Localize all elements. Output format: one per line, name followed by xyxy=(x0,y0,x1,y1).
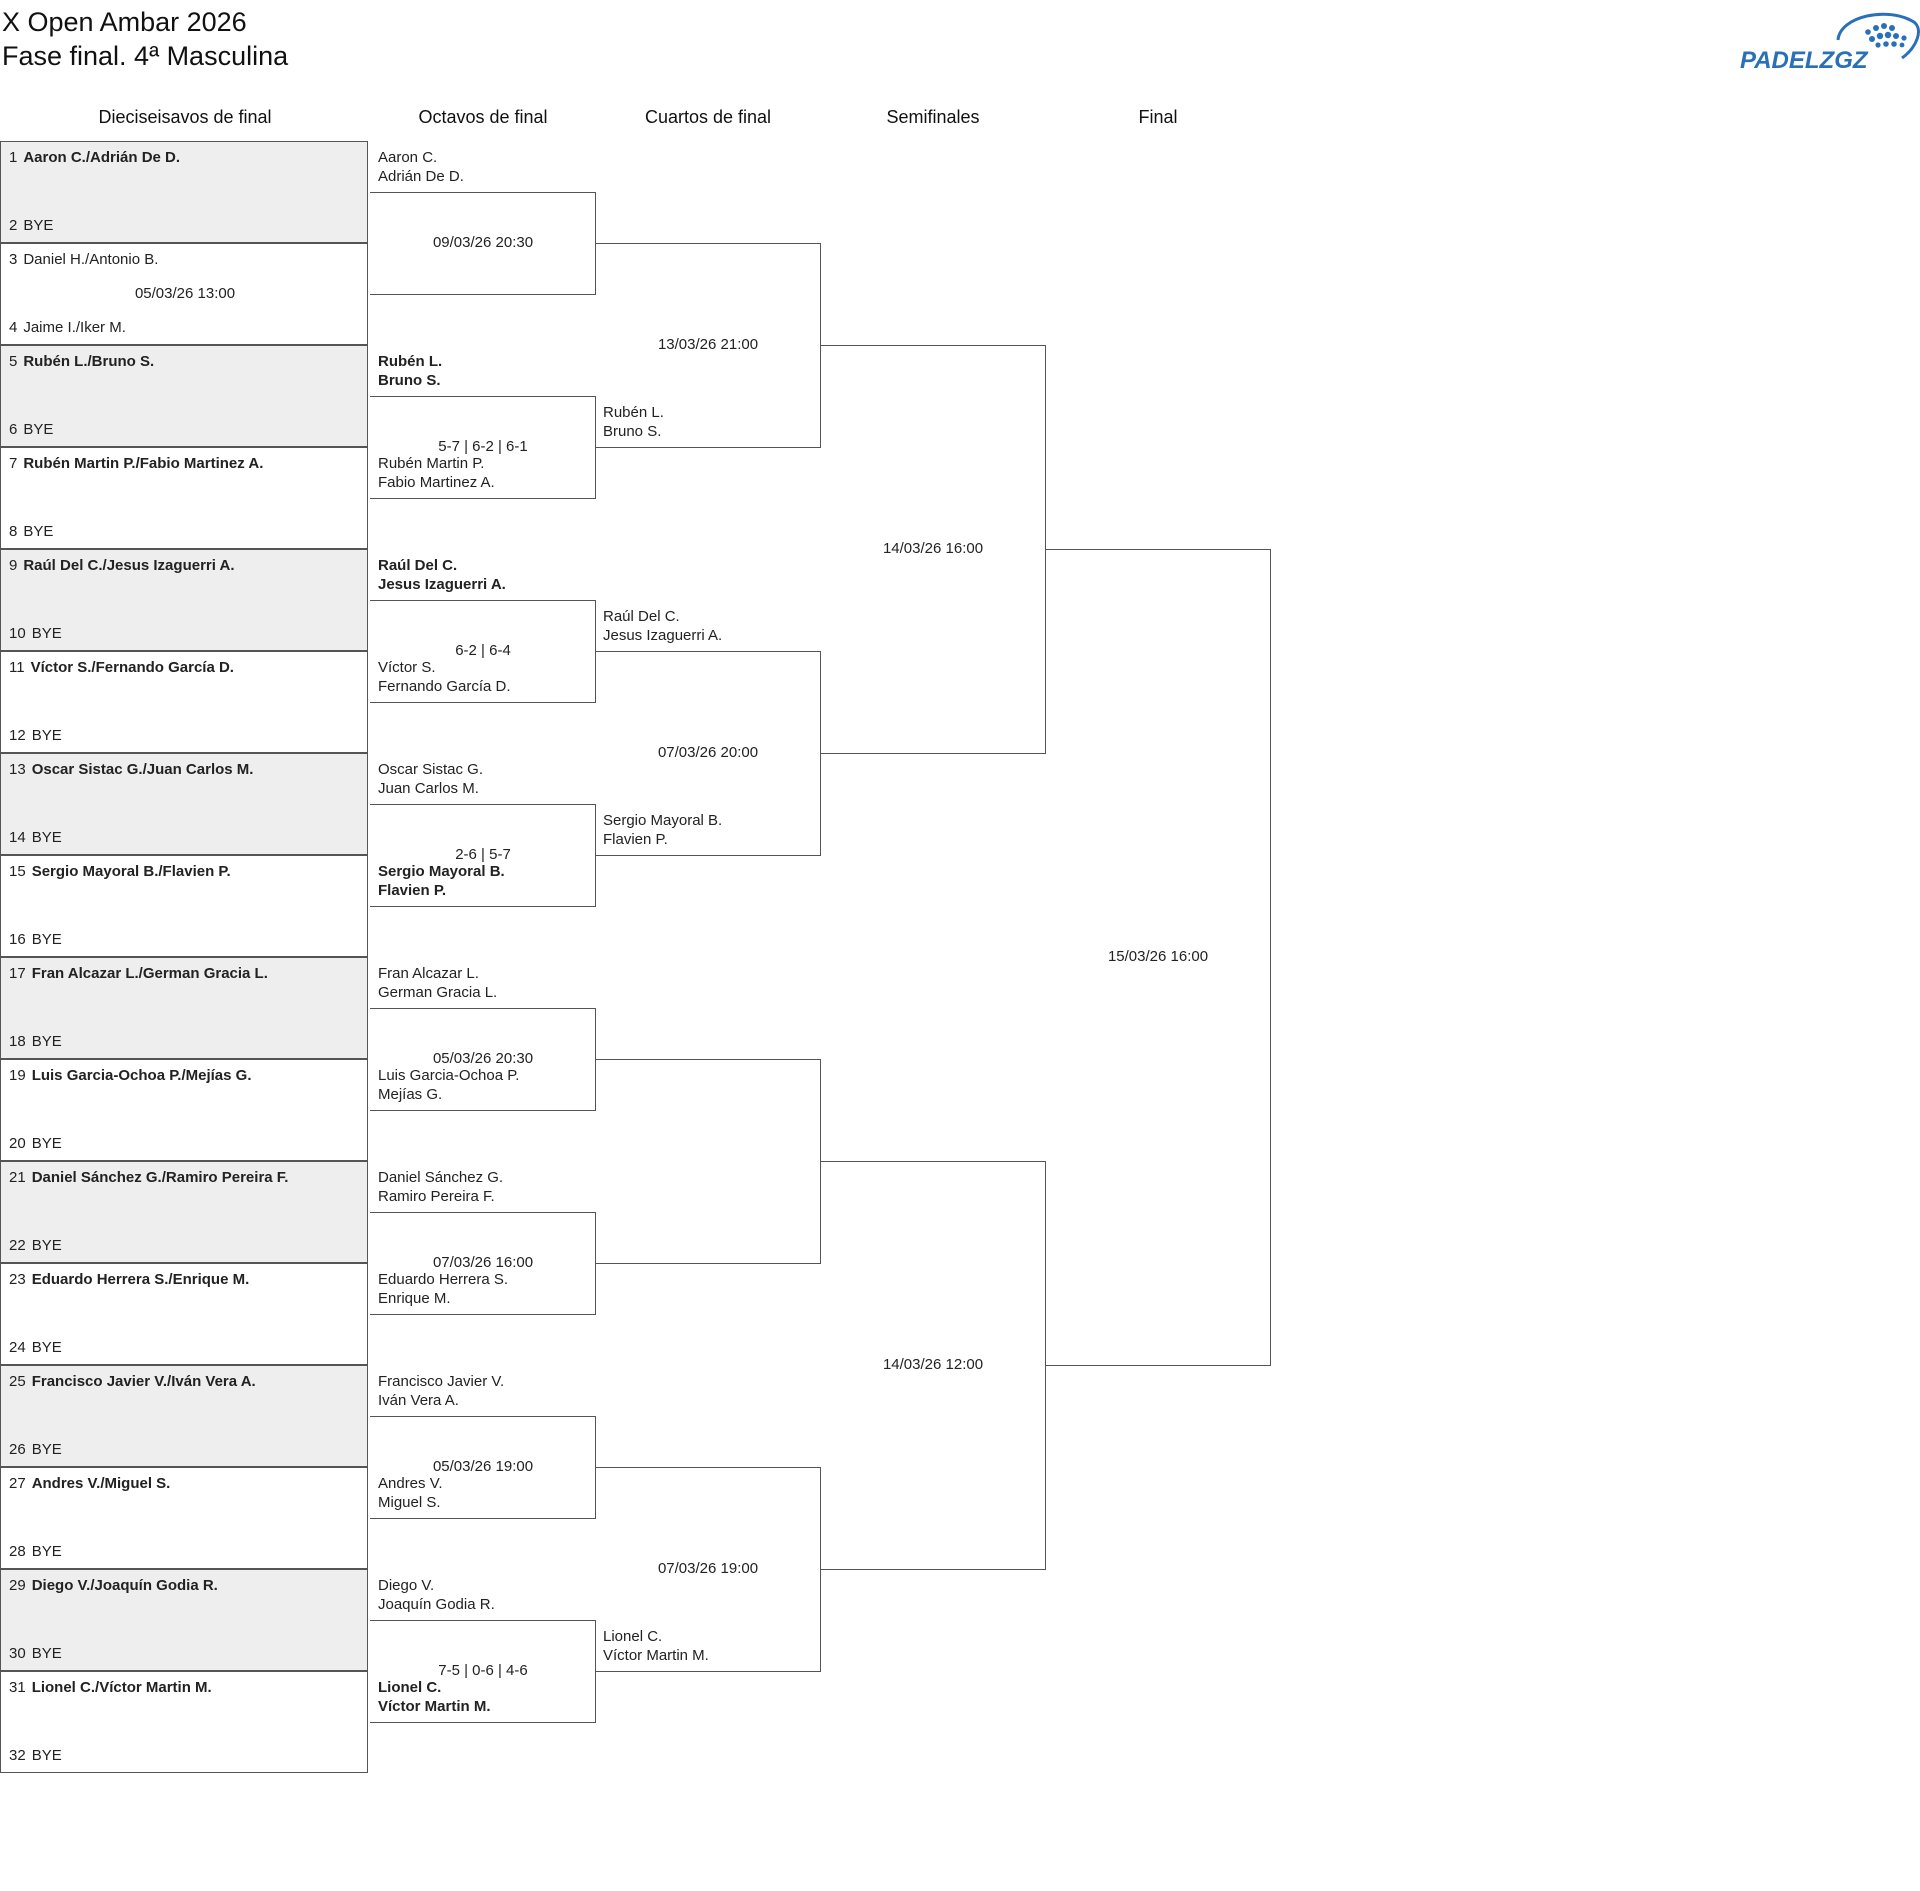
bracket-line xyxy=(820,753,1045,754)
seed-entry xyxy=(9,1033,62,1050)
seed-number: 15 xyxy=(9,863,26,880)
team-name: BYE xyxy=(31,1033,62,1050)
seed-number: 14 xyxy=(9,829,26,846)
seed-entry xyxy=(9,251,158,268)
bracket-line xyxy=(370,1620,595,1621)
page-title: X Open Ambar 2026 xyxy=(2,7,247,37)
match-info: 14/03/26 16:00 xyxy=(882,540,984,557)
team-entry xyxy=(378,1474,443,1512)
first-round-match xyxy=(0,957,368,1059)
seed-number: 31 xyxy=(9,1679,26,1696)
player-name: Bruno S. xyxy=(603,423,662,440)
seed-entry xyxy=(9,1169,288,1186)
seed-entry xyxy=(9,353,154,370)
seed-number: 21 xyxy=(9,1169,26,1186)
team-name: BYE xyxy=(31,931,62,948)
team-name: Raúl Del C./Jesus Izaguerri A. xyxy=(23,557,235,574)
first-round-match xyxy=(0,1161,368,1263)
team-entry xyxy=(378,1168,503,1206)
team-entry xyxy=(603,403,664,441)
team-name: Víctor S./Fernando García D. xyxy=(30,659,234,676)
player-name: Víctor Martin M. xyxy=(603,1647,709,1664)
bracket-line xyxy=(370,1110,595,1111)
team-name: BYE xyxy=(23,217,54,234)
team-entry xyxy=(603,811,722,849)
round-header: Cuartos de final xyxy=(644,107,772,127)
player-name: Luis Garcia-Ochoa P. xyxy=(378,1067,520,1084)
bracket-line xyxy=(1045,549,1270,550)
first-round-match xyxy=(0,1467,368,1569)
first-round-match xyxy=(0,855,368,957)
seed-number: 24 xyxy=(9,1339,26,1356)
bracket-line xyxy=(370,1722,595,1723)
team-entry xyxy=(378,454,495,492)
seed-entry xyxy=(9,1237,62,1254)
player-name: Ramiro Pereira F. xyxy=(378,1188,495,1205)
seed-entry xyxy=(9,761,253,778)
team-entry xyxy=(378,556,506,594)
seed-entry xyxy=(9,625,62,642)
seed-number: 17 xyxy=(9,965,26,982)
first-round-match xyxy=(0,1671,368,1773)
team-name: Rubén Martin P./Fabio Martinez A. xyxy=(23,455,264,472)
seed-entry xyxy=(9,1441,62,1458)
seed-entry xyxy=(9,829,62,846)
seed-entry xyxy=(9,217,53,234)
player-name: Andres V. xyxy=(378,1475,443,1492)
seed-number: 26 xyxy=(9,1441,26,1458)
first-round-match xyxy=(0,651,368,753)
team-name: Daniel H./Antonio B. xyxy=(23,251,159,268)
seed-entry xyxy=(9,1543,62,1560)
bracket-line xyxy=(595,1263,820,1264)
first-round-match xyxy=(0,1569,368,1671)
bracket-line xyxy=(595,855,820,856)
team-name: Luis Garcia-Ochoa P./Mejías G. xyxy=(31,1067,252,1084)
player-name: Juan Carlos M. xyxy=(378,780,479,797)
seed-number: 20 xyxy=(9,1135,26,1152)
bracket-line xyxy=(595,1059,820,1060)
padelzgz-logo xyxy=(1738,8,1920,76)
match-info: 09/03/26 20:30 xyxy=(432,234,534,251)
team-entry xyxy=(378,1678,491,1716)
seed-entry xyxy=(9,659,234,676)
bracket-line xyxy=(370,1008,595,1009)
bracket-line xyxy=(370,1314,595,1315)
team-name: BYE xyxy=(23,421,54,438)
bracket-line xyxy=(1045,1365,1270,1366)
seed-entry xyxy=(9,931,62,948)
match-info: 07/03/26 19:00 xyxy=(657,1560,759,1577)
player-name: Fernando García D. xyxy=(378,678,511,695)
team-entry xyxy=(378,352,442,390)
team-name: BYE xyxy=(31,1135,62,1152)
seed-entry xyxy=(9,523,53,540)
first-round-match xyxy=(0,447,368,549)
match-date: 05/03/26 13:00 xyxy=(134,285,236,302)
team-name: Aaron C./Adrián De D. xyxy=(23,149,181,166)
player-name: Rubén L. xyxy=(603,404,664,421)
seed-number: 2 xyxy=(9,217,18,234)
bracket-line xyxy=(370,396,595,397)
seed-number: 16 xyxy=(9,931,26,948)
player-name: Diego V. xyxy=(378,1577,435,1594)
seed-number: 13 xyxy=(9,761,26,778)
first-round-match xyxy=(0,1263,368,1365)
match-info: 14/03/26 12:00 xyxy=(882,1356,984,1373)
team-name: BYE xyxy=(31,1645,62,1662)
team-name: BYE xyxy=(23,523,54,540)
player-name: Aaron C. xyxy=(378,149,438,166)
match-info: 05/03/26 20:30 xyxy=(432,1050,534,1067)
team-name: Francisco Javier V./Iván Vera A. xyxy=(31,1373,256,1390)
player-name: Fabio Martinez A. xyxy=(378,474,495,491)
player-name: Adrián De D. xyxy=(378,168,464,185)
match-info: 6-2 | 6-4 xyxy=(455,642,511,659)
player-name: German Gracia L. xyxy=(378,984,498,1001)
team-name: Diego V./Joaquín Godia R. xyxy=(31,1577,218,1594)
team-entry xyxy=(378,658,511,696)
seed-entry xyxy=(9,1067,252,1084)
bracket-line xyxy=(370,192,595,193)
player-name: Flavien P. xyxy=(603,831,668,848)
team-name: BYE xyxy=(31,1543,62,1560)
player-name: Rubén Martin P. xyxy=(378,455,485,472)
team-name: BYE xyxy=(31,1747,62,1764)
player-name: Raúl Del C. xyxy=(378,557,458,574)
team-name: BYE xyxy=(31,625,62,642)
bracket-line xyxy=(370,1212,595,1213)
player-name: Oscar Sistac G. xyxy=(378,761,484,778)
team-name: BYE xyxy=(31,1237,62,1254)
player-name: Raúl Del C. xyxy=(603,608,680,625)
player-name: Sergio Mayoral B. xyxy=(378,863,505,880)
player-name: Iván Vera A. xyxy=(378,1392,459,1409)
first-round-match xyxy=(0,1059,368,1161)
seed-number: 12 xyxy=(9,727,26,744)
match-info: 5-7 | 6-2 | 6-1 xyxy=(438,438,528,455)
match-info: 15/03/26 16:00 xyxy=(1107,948,1209,965)
seed-entry xyxy=(9,1373,256,1390)
team-entry xyxy=(378,1066,519,1104)
seed-entry xyxy=(9,455,263,472)
match-info: 05/03/26 19:00 xyxy=(432,1458,534,1475)
player-name: Bruno S. xyxy=(378,372,441,389)
first-round-match xyxy=(0,1365,368,1467)
team-entry xyxy=(603,607,722,645)
seed-number: 6 xyxy=(9,421,18,438)
seed-entry xyxy=(9,1577,218,1594)
team-name: BYE xyxy=(31,727,62,744)
match-info: 2-6 | 5-7 xyxy=(455,846,511,863)
bracket-line xyxy=(595,447,820,448)
seed-number: 5 xyxy=(9,353,18,370)
seed-number: 23 xyxy=(9,1271,26,1288)
player-name: Rubén L. xyxy=(378,353,443,370)
round-header: Octavos de final xyxy=(418,107,548,127)
round-header: Final xyxy=(1138,107,1178,127)
bracket-line xyxy=(820,1161,1045,1162)
seed-number: 8 xyxy=(9,523,18,540)
team-name: Daniel Sánchez G./Ramiro Pereira F. xyxy=(31,1169,289,1186)
team-entry xyxy=(378,1372,504,1410)
seed-entry xyxy=(9,1747,62,1764)
bracket-line xyxy=(370,294,595,295)
first-round-match xyxy=(0,141,368,243)
team-name: Fran Alcazar L./German Gracia L. xyxy=(31,965,268,982)
seed-number: 9 xyxy=(9,557,18,574)
seed-number: 10 xyxy=(9,625,26,642)
seed-entry xyxy=(9,319,126,336)
bracket-line xyxy=(370,702,595,703)
team-entry xyxy=(378,148,464,186)
seed-number: 11 xyxy=(9,659,25,676)
team-name: Rubén L./Bruno S. xyxy=(23,353,155,370)
team-entry xyxy=(378,862,505,900)
seed-number: 1 xyxy=(9,149,18,166)
team-entry xyxy=(378,1576,495,1614)
player-name: Jesus Izaguerri A. xyxy=(603,627,723,644)
match-info: 07/03/26 16:00 xyxy=(432,1254,534,1271)
player-name: Sergio Mayoral B. xyxy=(603,812,723,829)
seed-entry xyxy=(9,1645,62,1662)
bracket-line xyxy=(370,1416,595,1417)
seed-entry xyxy=(9,149,180,166)
seed-number: 18 xyxy=(9,1033,26,1050)
player-name: Lionel C. xyxy=(603,1628,663,1645)
player-name: Flavien P. xyxy=(378,882,447,899)
player-name: Fran Alcazar L. xyxy=(378,965,479,982)
team-name: Sergio Mayoral B./Flavien P. xyxy=(31,863,231,880)
player-name: Víctor S. xyxy=(378,659,436,676)
seed-entry xyxy=(9,863,231,880)
seed-entry xyxy=(9,1135,62,1152)
seed-number: 27 xyxy=(9,1475,26,1492)
team-name: Jaime I./Iker M. xyxy=(23,319,126,336)
match-info: 13/03/26 21:00 xyxy=(657,336,759,353)
seed-entry xyxy=(9,965,268,982)
bracket-line xyxy=(370,498,595,499)
team-name: Oscar Sistac G./Juan Carlos M. xyxy=(31,761,254,778)
seed-number: 29 xyxy=(9,1577,26,1594)
team-name: Andres V./Miguel S. xyxy=(31,1475,171,1492)
seed-entry xyxy=(9,557,235,574)
team-name: BYE xyxy=(31,1441,62,1458)
bracket-line xyxy=(595,651,820,652)
player-name: Lionel C. xyxy=(378,1679,442,1696)
seed-number: 32 xyxy=(9,1747,26,1764)
player-name: Miguel S. xyxy=(378,1494,441,1511)
bracket-line xyxy=(595,1467,820,1468)
bracket-line xyxy=(595,1671,820,1672)
bracket-line xyxy=(820,345,1045,346)
seed-number: 28 xyxy=(9,1543,26,1560)
team-name: Eduardo Herrera S./Enrique M. xyxy=(31,1271,250,1288)
seed-entry xyxy=(9,1475,170,1492)
first-round-match xyxy=(0,549,368,651)
seed-number: 7 xyxy=(9,455,18,472)
seed-entry xyxy=(9,421,53,438)
first-round-match xyxy=(0,243,368,345)
first-round-match xyxy=(0,753,368,855)
seed-number: 3 xyxy=(9,251,18,268)
seed-number: 22 xyxy=(9,1237,26,1254)
seed-entry xyxy=(9,727,62,744)
seed-number: 25 xyxy=(9,1373,26,1390)
player-name: Francisco Javier V. xyxy=(378,1373,505,1390)
team-entry xyxy=(603,1627,709,1665)
bracket-line xyxy=(820,1569,1045,1570)
team-entry xyxy=(378,964,497,1002)
bracket-line xyxy=(370,1518,595,1519)
round-header: Dieciseisavos de final xyxy=(98,107,272,127)
seed-number: 30 xyxy=(9,1645,26,1662)
team-entry xyxy=(378,760,483,798)
player-name: Eduardo Herrera S. xyxy=(378,1271,509,1288)
player-name: Joaquín Godia R. xyxy=(378,1596,495,1613)
logo-text: PADELZGZ xyxy=(1740,47,1868,74)
player-name: Víctor Martin M. xyxy=(378,1698,491,1715)
player-name: Enrique M. xyxy=(378,1290,451,1307)
team-name: Lionel C./Víctor Martin M. xyxy=(31,1679,212,1696)
page-subtitle: Fase final. 4ª Masculina xyxy=(2,41,289,71)
bracket-line xyxy=(370,804,595,805)
match-info: 7-5 | 0-6 | 4-6 xyxy=(438,1662,528,1679)
team-name: BYE xyxy=(31,829,62,846)
team-entry xyxy=(378,1270,508,1308)
seed-entry xyxy=(9,1339,62,1356)
round-header: Semifinales xyxy=(886,107,980,127)
seed-entry xyxy=(9,1679,212,1696)
player-name: Daniel Sánchez G. xyxy=(378,1169,504,1186)
seed-number: 4 xyxy=(9,319,18,336)
bracket-line xyxy=(370,600,595,601)
bracket-line xyxy=(370,906,595,907)
seed-entry xyxy=(9,1271,249,1288)
match-info: 07/03/26 20:00 xyxy=(657,744,759,761)
player-name: Jesus Izaguerri A. xyxy=(378,576,506,593)
team-name: BYE xyxy=(31,1339,62,1356)
first-round-match xyxy=(0,345,368,447)
seed-number: 19 xyxy=(9,1067,26,1084)
bracket-line xyxy=(595,243,820,244)
player-name: Mejías G. xyxy=(378,1086,443,1103)
